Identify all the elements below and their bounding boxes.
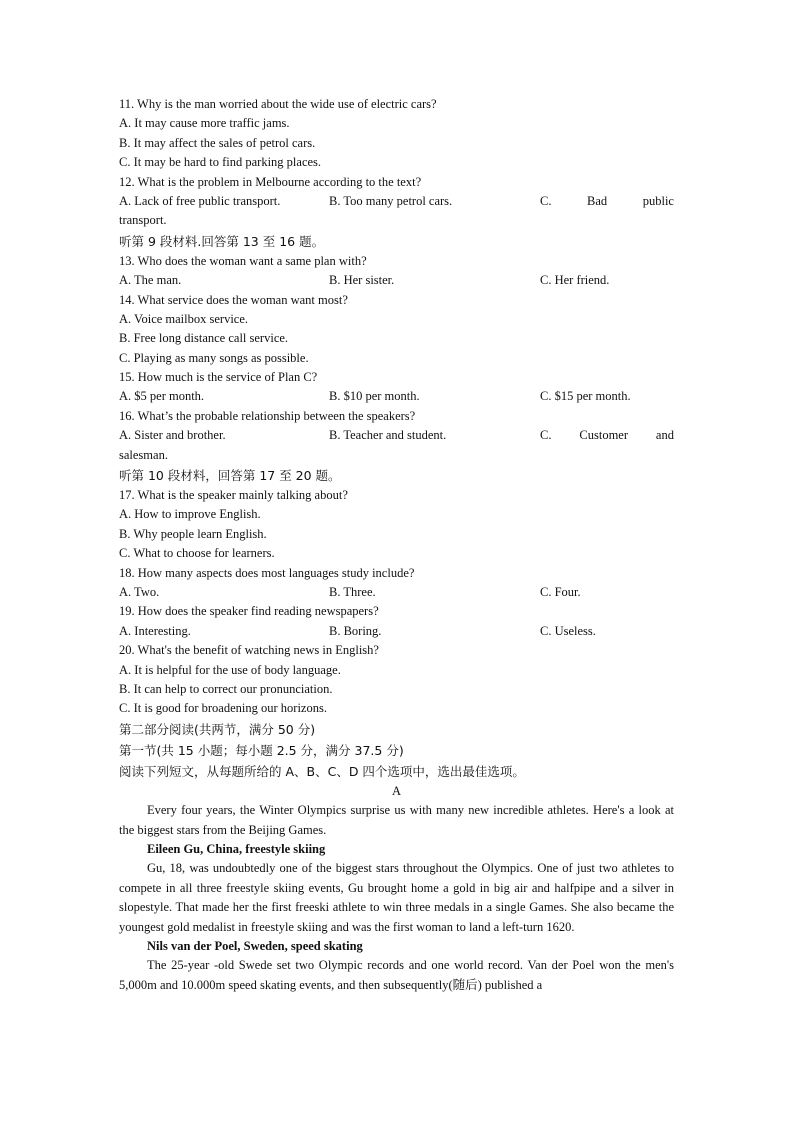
q20-option-b: B. It can help to correct our pronunciation. [119, 681, 333, 696]
q18-option-a: A. Two. [119, 584, 160, 599]
q20-question: 20. What's the benefit of watching news in English? [119, 643, 379, 658]
q16-question: 16. What’s the probable relationship between the speakers? [119, 408, 416, 423]
q15-option-a: A. $5 per month. [119, 389, 205, 404]
q16-option-a: A. Sister and brother. [119, 428, 226, 443]
q17-option-a: A. How to improve English. [119, 507, 261, 522]
q13-option-a: A. The man. [119, 273, 182, 288]
athlete-paragraph-1: Gu, 18, was undoubtedly one of the biggest stars throughout the Olympics. One of just two athletes to compete in all three freestyle skiing events, Gu brought home a gold in big air and halfpipe and a silver in slopestyle. That made her the first freeski athlete to win three medals in a single Games. She also became the youngest gold medalist in freestyle skiing and was the first woman to land a left-turn 1620. [119, 861, 674, 934]
q13-question: 13. Who does the woman want a same plan with? [119, 253, 367, 268]
q19-option-b: B. Boring. [329, 623, 382, 638]
athlete-heading-2: Nils van der Poel, Sweden, speed skating [147, 938, 363, 953]
exam-page [119, 95, 674, 995]
q17-option-b: B. Why people learn English. [119, 526, 267, 541]
q11-option-b: B. It may affect the sales of petrol cars. [119, 135, 316, 150]
q19-option-c: C. Useless. [540, 623, 596, 638]
q15-question: 15. How much is the service of Plan C? [119, 370, 318, 385]
section9-heading: 听第 9 段材料.回答第 13 至 16 题。 [119, 233, 325, 249]
q18-options [119, 583, 674, 602]
q11-question: 11. Why is the man worried about the wide use of electric cars? [119, 97, 437, 111]
q18-option-b: B. Three. [329, 584, 376, 599]
q20-option-a: A. It is helpful for the use of body language. [119, 662, 341, 677]
q15-option-c: C. $15 per month. [540, 389, 631, 404]
q17-question: 17. What is the speaker mainly talking about? [119, 488, 348, 503]
q14-option-c: C. Playing as many songs as possible. [119, 350, 309, 365]
q11-option-a: A. It may cause more traffic jams. [119, 116, 290, 131]
q15-options [119, 387, 674, 406]
passage-intro: Every four years, the Winter Olympics surprise us with many new incredible athletes. Here's a look at the biggest stars from the Beijing Games. [119, 803, 674, 837]
athlete-heading-1: Eileen Gu, China, freestyle skiing [147, 841, 326, 856]
q12-option-c: C. Bad public [540, 193, 674, 208]
q13-options [119, 271, 674, 290]
q19-option-a: A. Interesting. [119, 623, 191, 638]
q12-option-c-continued: transport. [119, 213, 167, 228]
reading-instruction: 阅读下列短文，从每题所给的 A、B、C、D 四个选项中，选出最佳选项。 [119, 763, 525, 779]
q15-option-b: B. $10 per month. [329, 389, 420, 404]
q20-option-c: C. It is good for broadening our horizons. [119, 701, 327, 716]
passage-label: A [391, 783, 402, 798]
q16-options [119, 426, 674, 445]
q16-option-c-continued: salesman. [119, 447, 168, 462]
part2-heading: 第二部分阅读(共两节，满分 50 分) [119, 721, 316, 737]
q11-option-c: C. It may be hard to find parking places. [119, 155, 322, 170]
q17-option-c: C. What to choose for learners. [119, 546, 275, 561]
q19-question: 19. How does the speaker find reading newspapers? [119, 604, 379, 619]
q18-option-c: C. Four. [540, 584, 581, 599]
q16-option-b: B. Teacher and student. [329, 428, 447, 443]
q16-option-c: C. Customer and [540, 428, 674, 443]
q13-option-b: B. Her sister. [329, 273, 395, 288]
q13-option-c: C. Her friend. [540, 273, 610, 288]
section10-heading: 听第 10 段材料，回答第 17 至 20 题。 [119, 468, 341, 484]
section1-heading: 第一节(共 15 小题；每小题 2.5 分，满分 37.5 分) [119, 742, 404, 758]
q14-option-a: A. Voice mailbox service. [119, 311, 249, 326]
q18-question: 18. How many aspects does most languages study include? [119, 565, 415, 580]
q12-options [119, 192, 674, 211]
q14-question: 14. What service does the woman want most? [119, 292, 348, 307]
q14-option-b: B. Free long distance call service. [119, 331, 289, 346]
q19-options [119, 622, 674, 641]
q12-option-a: A. Lack of free public transport. [119, 193, 281, 208]
athlete-paragraph-2: The 25-year -old Swede set two Olympic records and one world record. Van der Poel won the men's 5,000m and 10.000m speed skating events, and then subsequently(随后) published a [119, 958, 674, 992]
q12-option-b: B. Too many petrol cars. [329, 193, 453, 208]
q12-question: 12. What is the problem in Melbourne according to the text? [119, 174, 422, 189]
